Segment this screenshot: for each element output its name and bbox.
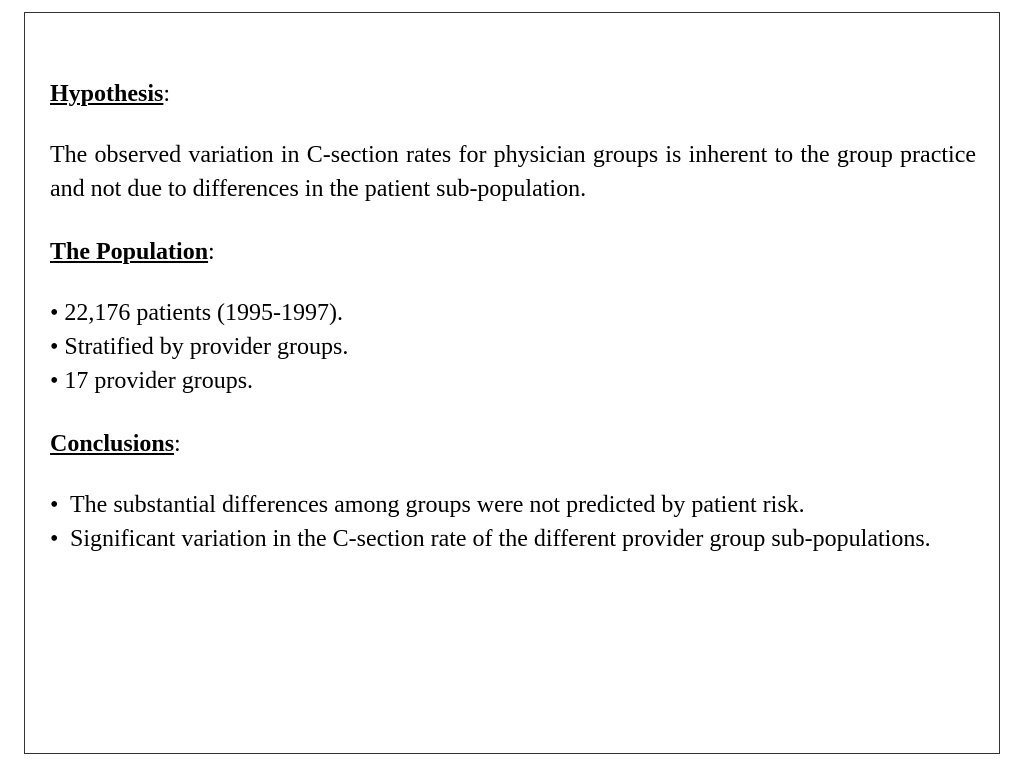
population-heading	[50, 235, 976, 269]
conclusions-list	[50, 488, 976, 556]
bullet-symbol: •	[50, 492, 59, 518]
conclusions-heading	[50, 427, 976, 461]
bullet-symbol: •	[50, 300, 59, 326]
population-heading-text: The Population	[50, 239, 209, 265]
hypothesis-heading-colon: :	[163, 81, 171, 107]
conclusions-item-0	[50, 488, 976, 522]
conclusions-item-text: The substantial differences among groups were not predicted by patient risk.	[70, 492, 805, 518]
conclusions-heading-colon: :	[174, 431, 181, 457]
bullet-symbol: •	[50, 368, 59, 394]
population-item-text: 22,176 patients (1995-1997).	[64, 300, 344, 326]
population-item-text: 17 provider groups.	[64, 368, 254, 394]
population-item-1	[50, 330, 976, 364]
slide-content	[50, 77, 976, 556]
slide-frame	[24, 12, 1000, 754]
conclusions-section	[50, 427, 976, 556]
conclusions-heading-text: Conclusions	[50, 431, 175, 457]
bullet-symbol: •	[50, 526, 59, 552]
hypothesis-text: The observed variation in C-section rates for physician groups is inherent to the group practice and not due to differences in the patient sub-population.	[50, 142, 976, 202]
population-item-0	[50, 296, 976, 330]
bullet-symbol: •	[50, 334, 59, 360]
population-item-text: Stratified by provider groups.	[64, 334, 349, 360]
conclusions-item-1	[50, 522, 976, 556]
population-item-2	[50, 364, 976, 398]
conclusions-item-text: Significant variation in the C-section rate of the different provider group sub-populations.	[70, 526, 931, 552]
hypothesis-heading-text: Hypothesis	[50, 81, 164, 107]
population-list	[50, 296, 976, 398]
hypothesis-heading	[50, 77, 976, 111]
population-section	[50, 235, 976, 398]
population-heading-colon: :	[208, 239, 215, 265]
